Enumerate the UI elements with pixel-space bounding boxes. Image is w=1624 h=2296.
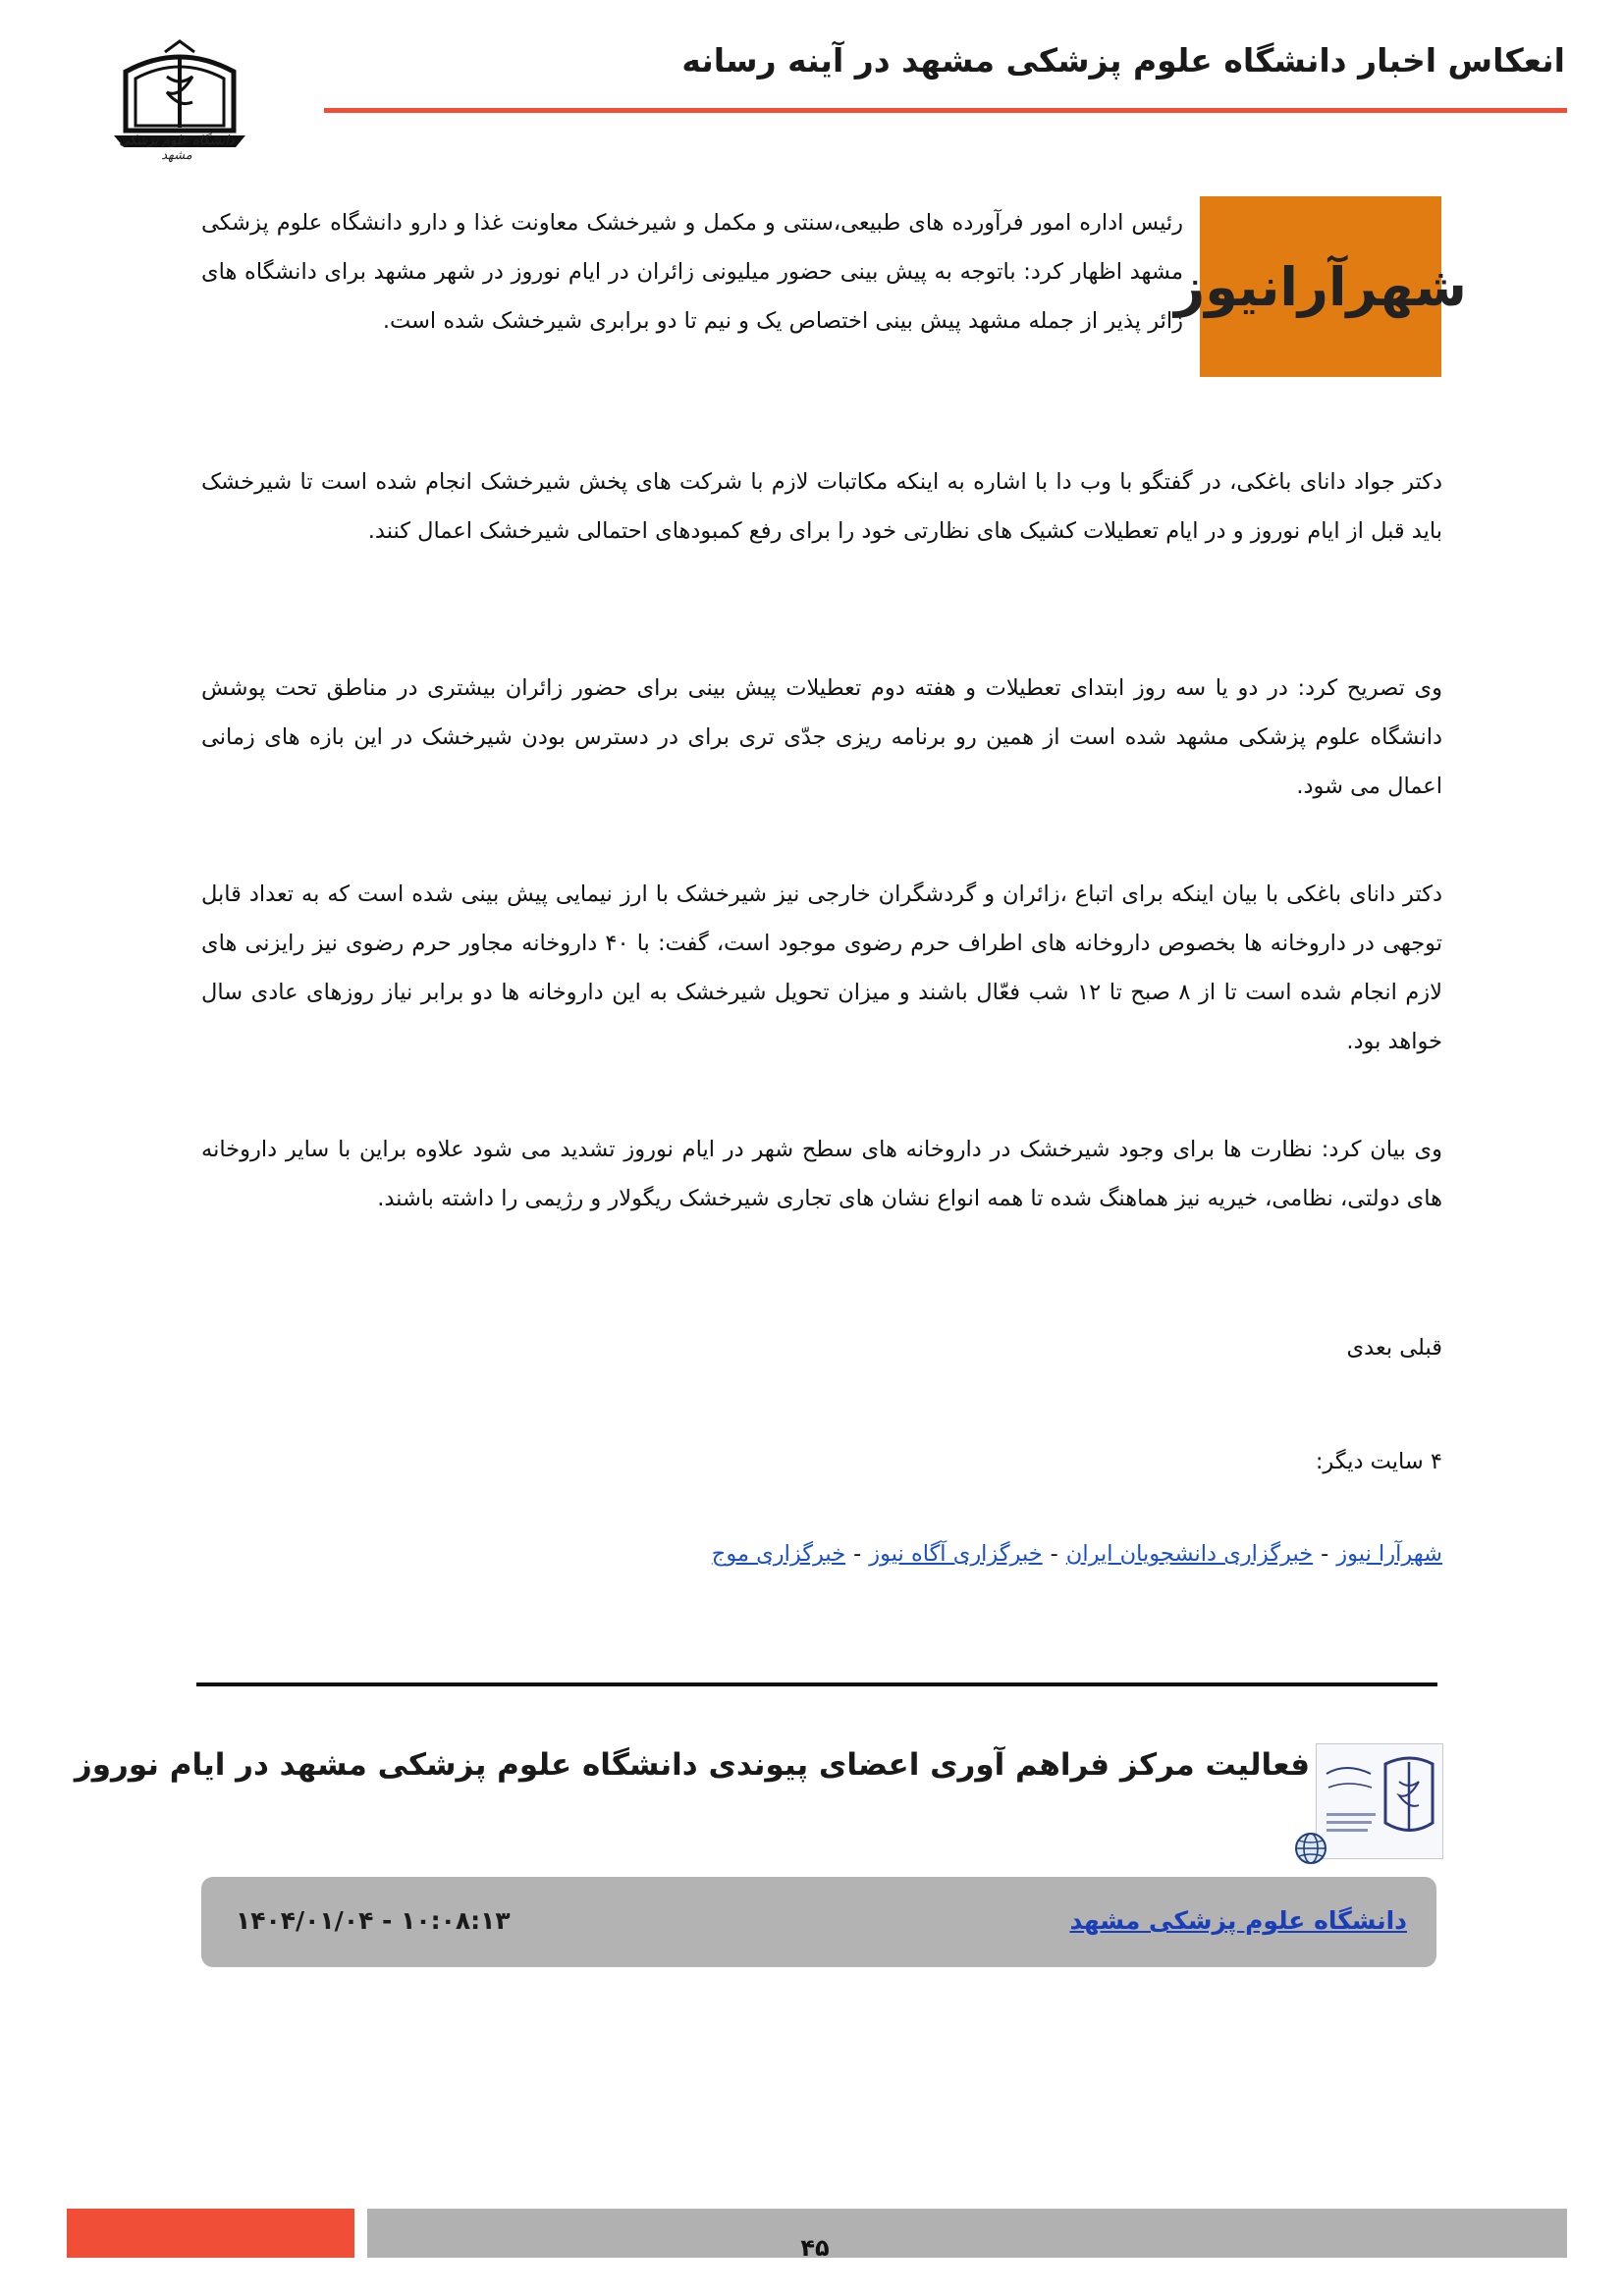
source-links <box>712 1541 1442 1567</box>
header-divider <box>324 108 1567 113</box>
publish-datetime: ۱۴۰۴/۰۱/۰۴ - ۱۰:۰۸:۱۳ <box>236 1906 511 1935</box>
footer-accent-bar <box>67 2209 354 2258</box>
link-mojnews[interactable]: خبرگزاری موج <box>711 1541 846 1567</box>
other-sites-label: ۴ سایت دیگر: <box>1315 1449 1442 1474</box>
article-paragraph-1: دکتر جواد دانای باغکی، در گفتگو با وب دا با اشاره به اینکه مکاتبات لازم با شرکت های پخش شیرخشک انجام شده است تا شیرخشک باید قبل از ایام نوروز و در ایام تعطیلات کشیک های نظارتی خود را برای رفع کمبودهای احتمالی شیرخشک اعمال کنند. <box>201 469 1442 544</box>
link-agahnews[interactable]: خبرگزاری آگاه نیوز <box>869 1541 1043 1567</box>
link-separator: - <box>853 1541 862 1567</box>
link-separator: - <box>1321 1541 1329 1567</box>
section-divider <box>196 1682 1437 1686</box>
link-separator: - <box>1050 1541 1058 1567</box>
article-paragraph-4: وی بیان کرد: نظارت ها برای وجود شیرخشک در داروخانه های سطح شهر در ایام نوروز تشدید می شود علاوه براین با سایر داروخانه های دولتی، نظامی، خیریه نیز هماهنگ شده تا همه انواع نشان های تجاری شیرخشک ریگولار و رژیمی را داشته باشند. <box>201 1137 1442 1211</box>
article-intro: رئیس اداره امور فرآورده های طبیعی،سنتی و مکمل و شیرخشک معاونت غذا و دارو دانشگاه علوم پزشکی مشهد اظهار کرد: باتوجه به پیش بینی حضور میلیونی زائران در ایام نوروز در شهر مشهد برای دانشگاه های زائر پذیر از جمله مشهد پیش بینی اختصاص یک و نیم تا دو برابری شیرخشک شده است. <box>201 210 1183 334</box>
news-source-logo <box>1174 196 1467 377</box>
news-source-logo-text: شهرآرانیوز <box>1174 255 1467 318</box>
logo-caption: دانشگاه علوم پزشکی مشهد <box>119 133 235 163</box>
next-article-title: فعالیت مرکز فراهم آوری اعضای پیوندی دانشگاه علوم پزشکی مشهد در ایام نوروز <box>74 1747 1310 1783</box>
university-seal-icon <box>1316 1743 1443 1859</box>
article-paragraph-2: وی تصریح کرد: در دو یا سه روز ابتدای تعطیلات و هفته دوم تعطیلات پیش بینی برای حضور زائران بیشتری در مناطق تحت پوشش دانشگاه علوم پزشکی مشهد شده است از همین رو برنامه ریزی جدّی تری برای در دسترس بودن شیرخشک در این بازه های زمانی اعمال می شود. <box>201 675 1442 799</box>
prev-next-nav[interactable]: قبلی بعدی <box>1346 1335 1442 1361</box>
page-title: انعکاس اخبار دانشگاه علوم پزشکی مشهد در آینه رسانه <box>681 41 1565 80</box>
page-number: ۴۵ <box>800 2234 830 2262</box>
link-isna[interactable]: خبرگزاری دانشجویان ایران <box>1065 1541 1314 1567</box>
link-shahraranews[interactable]: شهرآرا نیوز <box>1336 1541 1442 1567</box>
globe-icon[interactable] <box>1294 1832 1327 1865</box>
footer-grey-bar <box>367 2209 1567 2258</box>
source-bar <box>201 1877 1436 1967</box>
article-paragraph-3: دکتر دانای باغکی با بیان اینکه برای اتباع ،زائران و گردشگران خارجی نیز شیرخشک با ارز نیمایی پیش بینی شده است که به تعداد قابل توجهی در داروخانه ها بخصوص داروخانه های اطراف حرم رضوی موجود است، گفت: با ۴۰ داروخانه مجاور حرم رضوی نیز رایزنی های لازم انجام شده است تا از ۸ صبح تا ۱۲ شب فعّال باشند و میزان تحویل شیرخشک به این داروخانه ها دو برابر نیاز روزهای عادی سال خواهد بود. <box>201 881 1443 1054</box>
source-link[interactable]: دانشگاه علوم پزشکی مشهد <box>1069 1906 1407 1935</box>
